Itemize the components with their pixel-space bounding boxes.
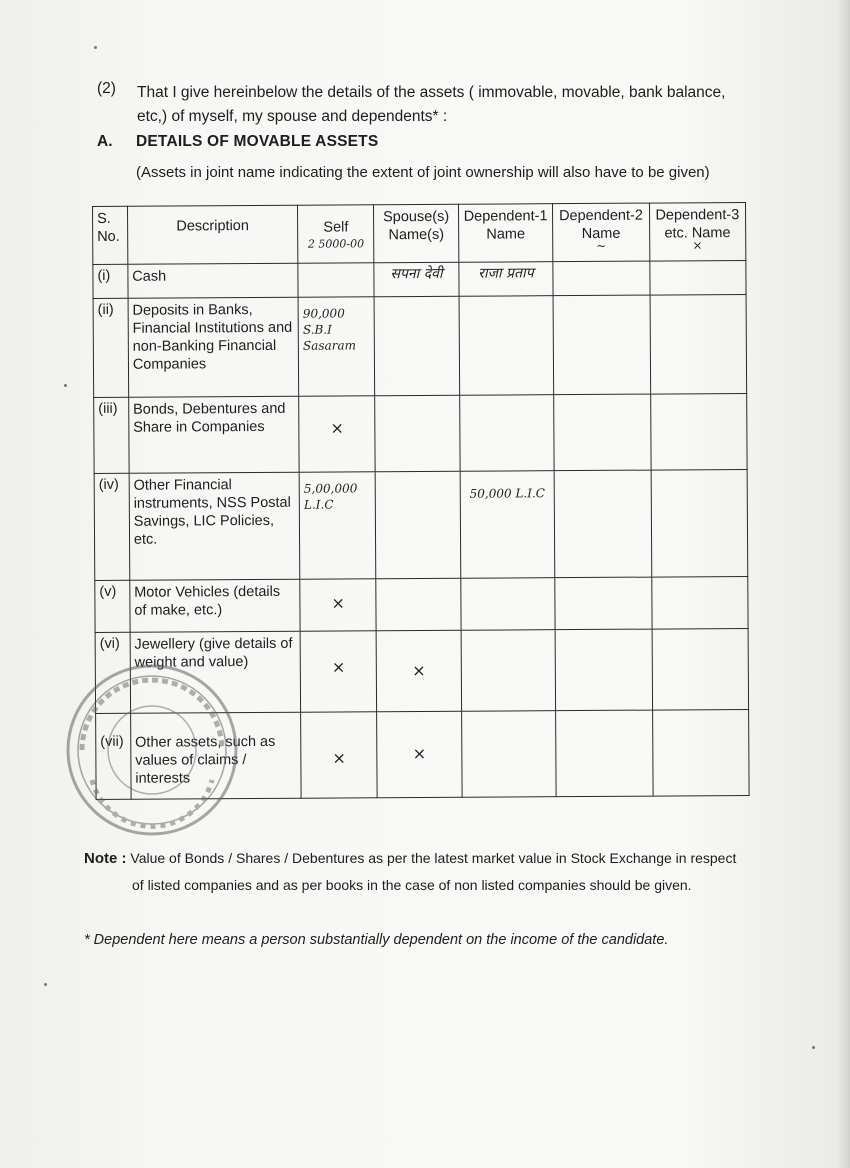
row-self: 5,00,000 L.I.C [299,472,376,579]
row-dependent-2 [555,577,652,630]
note-text-1: Value of Bonds / Shares / Debentures as per the latest market value in Stock Exchange in respect [130,850,737,866]
header-dependent-3: Dependent-3 etc. Name × [649,203,746,262]
row-dependent-1: 50,000 L.I.C [460,471,555,578]
row-sno: (i) [93,265,128,299]
dependent-footnote: * Dependent here means a person substantially dependent on the income of the candidate. [84,932,669,948]
section-subtitle: (Assets in joint name indicating the extent of joint ownership will also have to be given) [136,164,710,181]
row-self: × [299,396,376,473]
row-sno: (v) [95,580,130,632]
intro-number: (2) [97,80,116,97]
row-dependent-1 [459,395,554,472]
row-dependent-2 [554,470,651,577]
row-dependent-3 [652,709,749,796]
section-title: DETAILS OF MOVABLE ASSETS [136,133,379,150]
table-header-row [93,203,746,265]
table-row [94,470,748,581]
dep3-handwritten-mark: × [692,238,703,253]
row-dependent-2 [553,296,650,395]
row-self: × [300,579,377,632]
table-row [94,393,747,473]
row-dependent-3 [650,295,747,394]
dep2-handwritten-mark: ~ [596,238,607,253]
self-handwritten-total: 2 5000-00 [307,237,365,251]
row-description: Other assets, such as values of claims / interests [130,712,301,800]
circular-stamp-icon [62,660,242,840]
header-dependent-2: Dependent-2 Name ~ [553,203,650,262]
row-dependent-2 [553,261,650,296]
row-dependent-2 [555,629,652,710]
row-self: 90,000 S.B.I Sasaram [298,297,375,396]
row-dependent-1 [461,630,556,711]
intro-line-1: That I give hereinbelow the details of the assets ( immovable, movable, bank balance, [137,84,726,101]
row-sno: (iii) [94,397,129,474]
scan-speck [64,384,67,387]
row-dependent-3 [651,576,748,629]
row-description: Other Financial instruments, NSS Postal Savings, LIC Policies, etc. [129,473,300,581]
row-description: Deposits in Banks, Financial Institutions and non-Banking Financial Companies [128,298,299,398]
row-sno: (iv) [94,474,129,581]
row-description: Jewellery (give details of weight and value) [130,631,301,712]
page-edge-shadow [836,0,850,1168]
row-spouse [376,578,461,631]
note-line-2: of listed companies and as per books in the case of non listed companies should be given. [132,877,692,893]
row-dependent-3 [649,261,746,296]
row-sno: (vi) [95,632,130,713]
row-dependent-3 [651,470,748,577]
scan-speck [44,983,47,986]
row-dependent-3 [652,629,749,710]
scan-speck [94,46,97,49]
header-sno: S. No. [93,206,128,264]
header-dependent-1: Dependent-1 Name [458,204,553,263]
row-description: Bonds, Debentures and Share in Companies [129,396,300,473]
row-spouse: × [376,630,461,711]
row-description: Cash [128,264,299,299]
row-self: × [300,631,377,712]
row-sno: (ii) [93,299,128,398]
section-letter: A. [97,133,113,150]
header-description: Description [127,205,298,264]
row-spouse: × [377,711,462,798]
row-spouse [375,395,460,472]
intro-line-2: etc,) of myself, my spouse and dependents* : [137,108,448,125]
table-row [93,261,746,299]
row-dependent-2 [556,710,653,797]
row-dependent-1 [461,710,556,797]
note-label: Note : [84,850,127,867]
row-dependent-1 [459,296,554,395]
row-self: × [301,711,378,798]
table-row [93,295,747,397]
header-self: Self 2 5000-00 [298,205,375,264]
row-spouse: सपना देवी [374,263,459,298]
row-description: Motor Vehicles (details of make, etc.) [130,579,301,632]
header-spouse: Spouse(s) Name(s) [374,204,459,263]
row-spouse [374,297,459,396]
row-dependent-1: राजा प्रताप [459,262,554,297]
note-line-1 [84,847,764,870]
row-self [298,263,374,298]
scan-speck [812,1046,815,1049]
row-dependent-1 [461,578,556,631]
row-sno: (vii) [96,713,131,800]
row-dependent-2 [554,394,651,471]
table-row [95,576,748,632]
row-dependent-3 [650,393,747,470]
row-spouse [375,472,460,579]
